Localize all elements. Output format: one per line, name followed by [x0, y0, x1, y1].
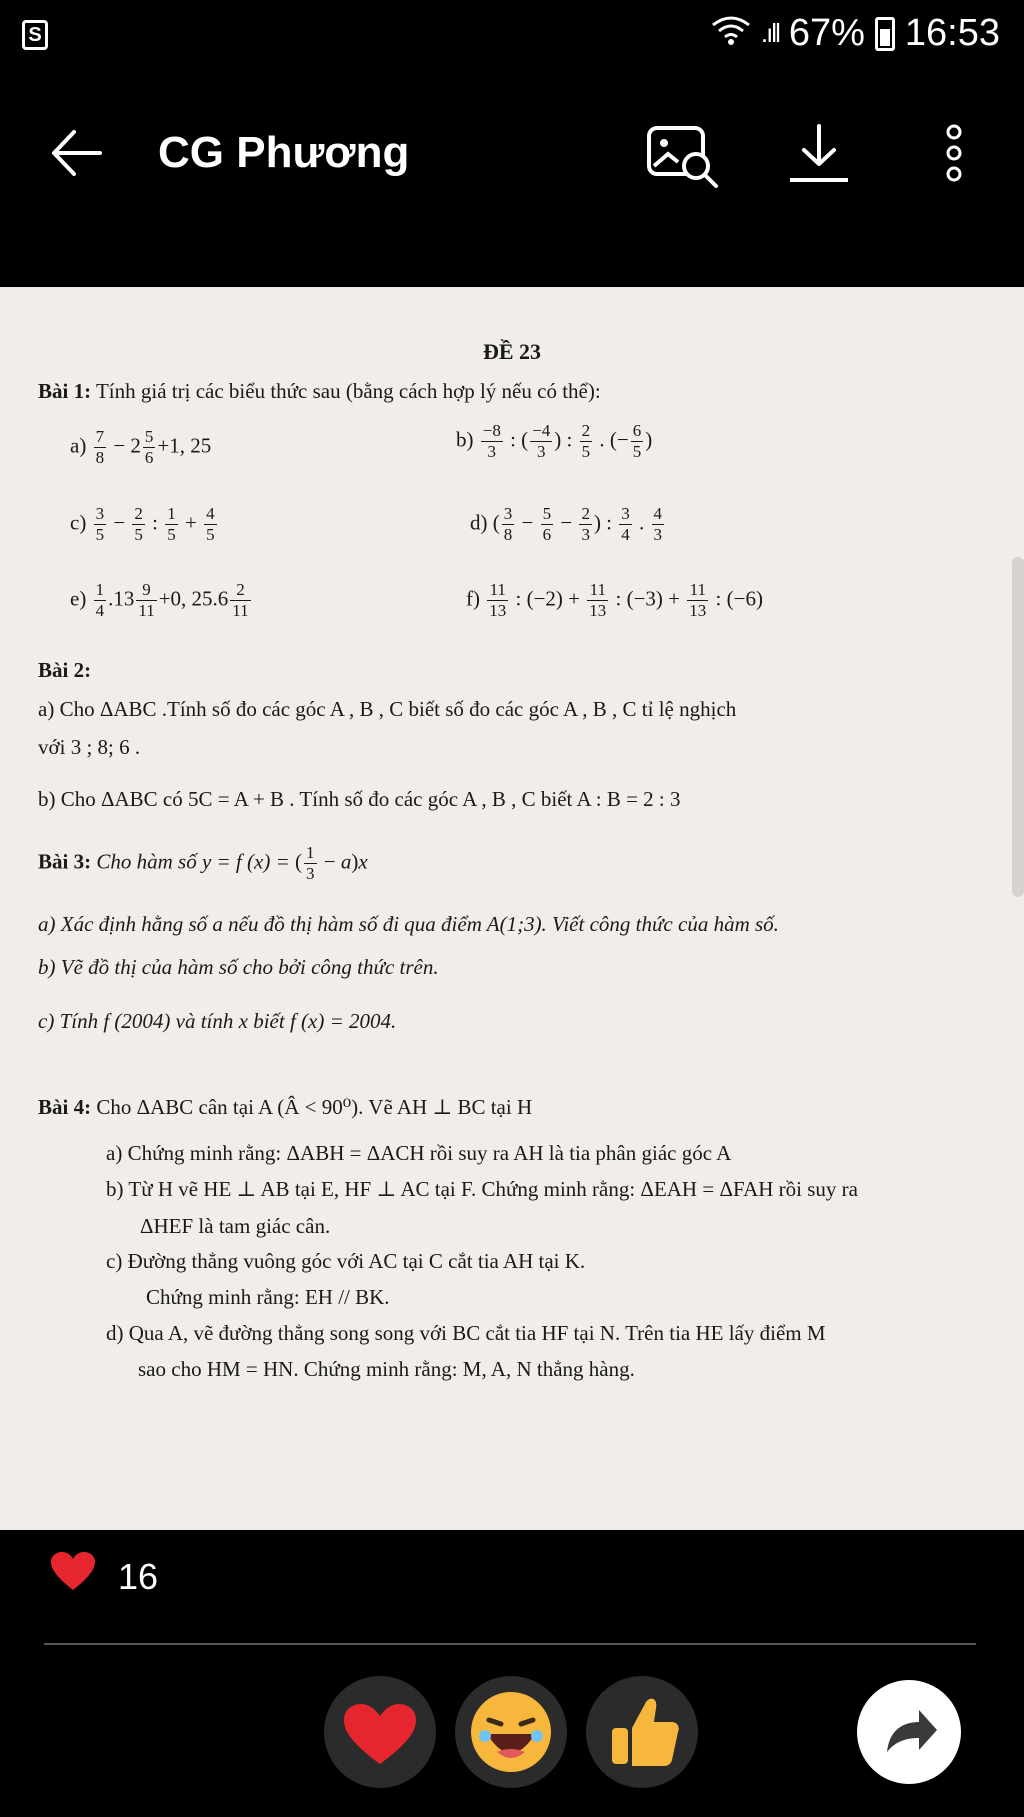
thumbs-up-icon: [586, 1676, 698, 1788]
heart-icon: [50, 1552, 96, 1601]
bai4-b-line2: ΔHEF là tam giác cân.: [140, 1214, 331, 1238]
bai4-c-line2: Chứng minh rằng: EH // BK.: [146, 1285, 390, 1309]
bai3-line: Bài 3: Cho hàm số y = f (x) = ( $\frac{1}{3}$ − a)x: [38, 843, 368, 883]
heart-reaction-icon: [324, 1676, 436, 1788]
bai1-line: [38, 379, 601, 404]
bai3-b: b) Vẽ đồ thị của hàm số cho bởi công thức trên.: [38, 955, 439, 979]
expr-b: b) $\frac{-8}{3}$ : ( $\frac{-4}{3}$ ) : $\frac{2}{5}$ . (− $\frac{6}{5}$ ): [456, 421, 653, 461]
page-title: CG Phương: [158, 128, 410, 177]
clock: 16:53: [904, 12, 1000, 54]
item-label: f): [466, 586, 480, 611]
share-button[interactable]: [857, 1680, 961, 1784]
item-label: a): [70, 433, 87, 458]
bai3-label: Bài 3:: [38, 849, 92, 874]
haha-reaction-button[interactable]: [455, 1676, 567, 1788]
like-reaction-button[interactable]: [586, 1676, 698, 1788]
status-bar: [0, 0, 1024, 72]
bai4-a: a) Chứng minh rằng: ΔABH = ΔACH rồi suy ra AH là tia phân giác góc A: [106, 1141, 732, 1165]
back-arrow-icon[interactable]: [48, 128, 104, 187]
expr-c: c) $\frac{3}{5}$ − $\frac{2}{5}$ : $\frac{1}{5}$ + $\frac{4}{5}$: [70, 504, 215, 544]
expr-a: a) $\frac{7}{8}$ − 2 $\frac{5}{6}$ +1, 25: [70, 427, 212, 467]
item-label: d): [470, 510, 488, 535]
battery-icon: [875, 17, 895, 51]
bai4-line: [38, 1095, 532, 1120]
expr-e: e) $\frac{1}{4}$ .13 $\frac{9}{11}$ +0, 25.6 $\frac{2}{11}$: [70, 580, 249, 620]
like-count: 16: [118, 1555, 159, 1597]
bai4-d-line1: d) Qua A, vẽ đường thẳng song song với BC cắt tia HF tại N. Trên tia HE lấy điểm M: [106, 1321, 826, 1345]
bai2-b: b) Cho ΔABC có 5C = A + B . Tính số đo các góc A , B , C biết A : B = 2 : 3: [38, 787, 681, 811]
item-label: e): [70, 586, 87, 611]
download-icon[interactable]: [786, 122, 852, 191]
bai4-b-line1: b) Từ H vẽ HE ⊥ AB tại E, HF ⊥ AC tại F. Chứng minh rằng: ΔEAH = ΔFAH rồi suy ra: [106, 1177, 858, 1201]
expr-d: d) ( $\frac{3}{8}$ − $\frac{5}{6}$ − $\frac{2}{3}$ ) : $\frac{3}{4}$ . $\frac{4}{3}$: [470, 504, 663, 544]
love-reaction-button[interactable]: [324, 1676, 436, 1788]
document-image[interactable]: [0, 287, 1024, 1530]
bai4-label: Bài 4:: [38, 1095, 92, 1119]
bai3-c: c) Tính f (2004) và tính x biết f (x) = 2004.: [38, 1009, 397, 1033]
wifi-icon: [711, 12, 751, 55]
laughing-face-icon: [455, 1676, 567, 1788]
divider: [44, 1643, 976, 1645]
app-notification-icon: S: [22, 20, 48, 50]
more-options-icon[interactable]: [942, 122, 966, 189]
bai3-intro: Cho hàm số y = f (x) =: [96, 849, 290, 874]
bai4-intro: Cho ΔABC cân tại A (Â < 90⁰). Vẽ AH ⊥ BC tại H: [96, 1095, 533, 1119]
exam-heading: ĐỀ 23: [482, 339, 542, 364]
likes-summary[interactable]: [50, 1552, 158, 1601]
bai1-text: Tính giá trị các biểu thức sau (bằng cách hợp lý nếu có thể):: [95, 379, 601, 403]
expr-f: f) $\frac{11}{13}$ : (−2) + $\frac{11}{13}$ : (−3) + $\frac{11}{13}$ : (−6): [466, 580, 763, 620]
bai3-a: a) Xác định hằng số a nếu đồ thị hàm số đi qua điểm A(1;3). Viết công thức của hàm số.: [38, 912, 779, 936]
item-label: b): [456, 427, 474, 452]
bai4-d-line2: sao cho HM = HN. Chứng minh rằng: M, A, N thẳng hàng.: [138, 1357, 635, 1381]
share-arrow-icon: [857, 1680, 961, 1784]
item-label: c): [70, 510, 87, 535]
bai2-a-line2: với 3 ; 8; 6 .: [38, 735, 141, 759]
bai1-label: Bài 1:: [38, 379, 92, 403]
bai4-c-line1: c) Đường thẳng vuông góc với AC tại C cắt tia AH tại K.: [106, 1249, 586, 1273]
signal-icon: .ıll: [760, 18, 779, 48]
bai2-label: Bài 2:: [38, 658, 92, 682]
app-bar: [0, 100, 1024, 210]
scrollbar[interactable]: [1012, 557, 1024, 897]
image-search-icon[interactable]: [646, 122, 722, 197]
bai2-a-line1: a) Cho ΔABC .Tính số đo các góc A , B , C biết số đo các góc A , B , C tỉ lệ nghịch: [38, 697, 737, 721]
battery-percent: 67%: [788, 12, 865, 54]
